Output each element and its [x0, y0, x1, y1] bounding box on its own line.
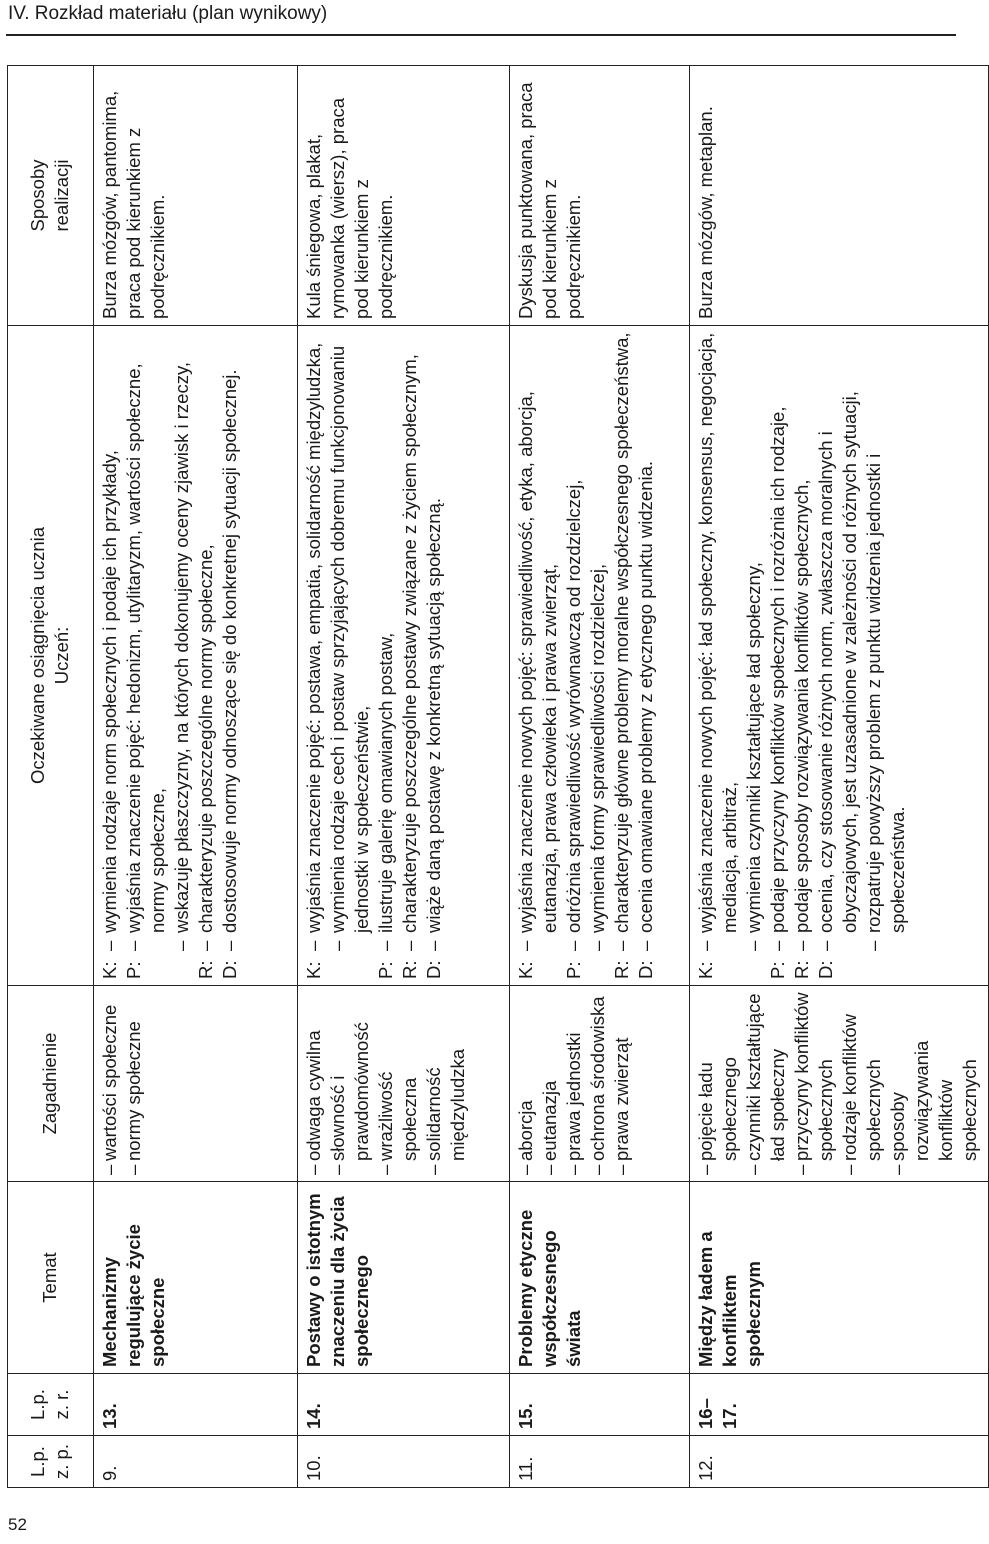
dash-bullet: – — [327, 940, 348, 951]
header-osiagniecia-line2: Uczeń: — [50, 626, 72, 685]
achievement-level-label: K: — [515, 961, 536, 979]
achievement-items — [610, 332, 634, 951]
cell-temat — [298, 1182, 510, 1374]
achievement-items — [122, 332, 194, 951]
header-sposoby-line1: Sposoby — [26, 159, 48, 232]
list-item-text: wyjaśnia znaczenie nowych pojęć: sprawiedliwość, etyka, aborcja, eutanazja, prawa człowieka i prawa zwierząt, — [515, 391, 560, 933]
list-item — [326, 332, 374, 951]
dash-bullet: – — [563, 1164, 584, 1175]
cell-zagadnienie — [690, 986, 989, 1182]
list-item-text: wartości społeczne — [99, 1004, 120, 1161]
cell-osiagniecia — [510, 326, 690, 986]
realization-methods: Burza mózgów, metaplan. — [695, 106, 716, 319]
list-item-text: prawa zwierząt — [611, 1037, 632, 1161]
dash-bullet: – — [423, 1164, 444, 1175]
achievement-level-label: R: — [399, 960, 420, 979]
table-row — [690, 66, 989, 1488]
dash-bullet: – — [423, 940, 444, 951]
list-item-text: dostosowuje normy odnoszące się do konkretnej sytuacji społecznej. — [219, 369, 240, 933]
achievement-level-label: P: — [767, 961, 788, 979]
list-item — [742, 332, 766, 951]
achievement-level-block — [766, 332, 790, 979]
list-item-text: odróżnia sprawiedliwość wyrównawczą od rozdzielczej, — [563, 479, 584, 933]
cell-zagadnienie — [298, 986, 510, 1182]
header-zagadnienie — [8, 986, 94, 1182]
achievement-items — [562, 332, 610, 951]
dash-bullet: – — [515, 1164, 536, 1175]
realization-methods: Burza mózgów, pantomima, praca pod kierunkiem z podręcznikiem. — [99, 90, 168, 319]
table-body — [94, 66, 989, 1488]
achievement-level-label: D: — [635, 960, 656, 979]
achievement-level-block — [562, 332, 610, 979]
cell-temat — [94, 1182, 298, 1374]
table-row — [510, 66, 690, 1488]
achievement-level-block — [694, 332, 766, 979]
list-item-text: charakteryzuje poszczególne normy społeczne, — [195, 544, 216, 933]
achievement-level-label: R: — [791, 960, 812, 979]
cell-sposoby — [690, 66, 989, 326]
achievement-level-label: R: — [195, 960, 216, 979]
dash-bullet: – — [635, 940, 656, 951]
list-item-text: prawa jednostki — [563, 1032, 584, 1161]
list-item — [562, 332, 586, 951]
list-item — [838, 992, 886, 1175]
table-row — [298, 66, 510, 1488]
list-item — [302, 332, 326, 951]
dash-bullet: – — [171, 940, 192, 951]
achievement-level-block — [514, 332, 562, 979]
dash-bullet: – — [99, 1164, 120, 1175]
list-item — [374, 992, 422, 1175]
list-item-text: rozpatruje powyższy problem z punktu widzenia jednostki i społeczeństwa. — [863, 453, 908, 933]
cell-osiagniecia — [298, 326, 510, 986]
dash-bullet: – — [399, 940, 420, 951]
dash-bullet: – — [219, 940, 240, 951]
list-item — [814, 332, 862, 951]
achievement-level-block — [194, 332, 218, 979]
dash-bullet: – — [887, 1164, 908, 1175]
header-lpzr-line2: z. r. — [50, 1389, 72, 1420]
cell-lpzr — [690, 1374, 989, 1436]
list-item — [514, 992, 538, 1175]
header-lpzr-line1: L.p. — [26, 1389, 48, 1420]
list-item-text: wrażliwość społeczna — [375, 1071, 420, 1161]
header-sposoby-line2: realizacji — [50, 159, 72, 232]
list-item — [122, 992, 146, 1175]
achievement-level-block — [98, 332, 122, 979]
achievement-level-label: D: — [815, 960, 836, 979]
dash-bullet: – — [767, 940, 788, 951]
list-item-text: sposoby rozwiązywania konfliktów społecznych — [887, 1040, 980, 1161]
achievement-items — [218, 332, 242, 951]
achievement-level-block — [422, 332, 446, 979]
achievement-items — [790, 332, 814, 951]
dash-bullet: – — [587, 1164, 608, 1175]
list-item-text: wiąże daną postawę z konkretną sytuacją społeczną. — [423, 497, 444, 933]
dash-bullet: – — [539, 1164, 560, 1175]
achievement-level-label: D: — [423, 960, 444, 979]
list-item — [586, 332, 610, 951]
achievement-level-block — [814, 332, 910, 979]
achievement-items — [514, 332, 562, 951]
dash-bullet: – — [839, 1164, 860, 1175]
list-item-text: słowność i prawdomówność — [327, 1022, 372, 1161]
list-item-text: ocenia, czy stosowanie różnych norm, zwłaszcza moralnych i obyczajowych, jest uzasadnione w zależności od różnych sytuacji, — [815, 391, 860, 933]
dash-bullet: – — [123, 1164, 144, 1175]
realization-methods: Kula śniegowa, plakat, rymowanka (wiersz), praca pod kierunkiem z podręcznikiem. — [303, 97, 396, 319]
dash-bullet: – — [515, 940, 536, 951]
list-item-text: solidarność międzyludzka — [423, 1048, 468, 1161]
achievement-items — [422, 332, 446, 951]
list-item — [326, 992, 374, 1175]
list-item — [218, 332, 242, 951]
achievement-items — [302, 332, 374, 951]
list-item — [538, 992, 562, 1175]
achievement-level-block — [302, 332, 374, 979]
list-item — [790, 332, 814, 951]
cell-lp — [94, 1436, 298, 1488]
dash-bullet: – — [695, 940, 716, 951]
cell-sposoby — [510, 66, 690, 326]
page-header-title: IV. Rozkład materiału (plan wynikowy) — [8, 3, 328, 24]
header-lp-line1: L.p. — [26, 1446, 48, 1477]
achievement-items — [766, 332, 790, 951]
list-item — [98, 992, 122, 1175]
topic-title: Postawy o istotnym znaczeniu dla życia społecznego — [303, 1193, 372, 1367]
list-item — [586, 992, 610, 1175]
list-item — [694, 992, 742, 1175]
list-item — [562, 992, 586, 1175]
list-item — [862, 332, 910, 951]
dash-bullet: – — [587, 940, 608, 951]
list-item — [742, 992, 790, 1175]
dash-bullet: – — [743, 1164, 764, 1175]
rotated-table-container — [7, 66, 980, 1488]
list-item — [886, 992, 982, 1175]
list-item — [610, 992, 634, 1175]
list-item-text: charakteryzuje poszczególne postawy związane z życiem społecznym, — [399, 354, 420, 933]
lesson-plan-table — [7, 65, 989, 1488]
dash-bullet: – — [375, 940, 396, 951]
page-number: 52 — [8, 1515, 27, 1534]
topic-title: Mechanizmy regulujące życie społeczne — [99, 1224, 168, 1367]
list-item — [194, 332, 218, 951]
dash-bullet: – — [123, 940, 144, 951]
lp-number: 9. — [99, 1465, 120, 1481]
lpzr-number: 15. — [515, 1403, 536, 1429]
list-item — [514, 332, 562, 951]
header-temat — [8, 1182, 94, 1374]
dash-bullet: – — [743, 940, 764, 951]
cell-lpzr — [298, 1374, 510, 1436]
list-item — [122, 332, 170, 951]
lpzr-number: 14. — [303, 1403, 324, 1429]
list-item-text: wyjaśnia znaczenie pojęć: postawa, empatia, solidarność międzyludzka, — [303, 342, 324, 933]
list-item — [170, 332, 194, 951]
achievement-level-label: K: — [303, 961, 324, 979]
dash-bullet: – — [195, 940, 216, 951]
realization-methods: Dyskusja punktowana, praca pod kierunkiem z podręcznikiem. — [515, 82, 584, 319]
lp-number: 12. — [695, 1455, 716, 1481]
achievement-level-block — [398, 332, 422, 979]
list-item — [610, 332, 634, 951]
list-item-text: przyczyny konfliktów społecznych — [791, 992, 836, 1161]
dash-bullet: – — [863, 940, 884, 951]
list-item-text: pojęcie ładu społecznego — [695, 1057, 740, 1161]
dash-bullet: – — [303, 1164, 324, 1175]
achievement-items — [634, 332, 658, 951]
list-item-text: ilustruje galerię omawianych postaw, — [375, 632, 396, 933]
header-lp-line2: z. p. — [50, 1444, 72, 1479]
achievement-level-label: P: — [123, 961, 144, 979]
cell-lp — [690, 1436, 989, 1488]
topic-title: Problemy etyczne współczesnego świata — [515, 1209, 584, 1367]
dash-bullet: – — [695, 1164, 716, 1175]
achievement-level-label: D: — [219, 960, 240, 979]
dash-bullet: – — [791, 940, 812, 951]
list-item-text: ochrona środowiska — [587, 996, 608, 1161]
list-item-text: wyjaśnia znaczenie pojęć: hedonizm, utylitaryzm, wartości społeczne, normy społeczne, — [123, 363, 168, 933]
lp-number: 11. — [515, 1456, 536, 1481]
achievement-items — [398, 332, 422, 951]
dash-bullet: – — [303, 940, 324, 951]
list-item-text: wymienia rodzaje cech i postaw sprzyjających dobremu funkcjonowaniu jednostki w społeczeństwie, — [327, 345, 372, 933]
cell-lpzr — [510, 1374, 690, 1436]
list-item — [398, 332, 422, 951]
cell-zagadnienie — [94, 986, 298, 1182]
achievement-level-block — [374, 332, 398, 979]
dash-bullet: – — [327, 1164, 348, 1175]
table-row — [94, 66, 298, 1488]
achievement-level-block — [218, 332, 242, 979]
list-item-text: odwaga cywilna — [303, 1030, 324, 1161]
lp-number: 10. — [303, 1455, 324, 1481]
list-item-text: podaje sposoby rozwiązywania konfliktów społecznych, — [791, 479, 812, 933]
achievement-items — [194, 332, 218, 951]
list-item — [422, 332, 446, 951]
cell-temat — [510, 1182, 690, 1374]
achievement-level-label: K: — [99, 961, 120, 979]
dash-bullet: – — [99, 940, 120, 951]
lpzr-number: 16–17. — [695, 1398, 740, 1429]
list-item-text: czynniki kształtujące ład społeczny — [743, 993, 788, 1161]
list-item-text: wskazuje płaszczyzny, na których dokonujemy oceny zjawisk i rzeczy, — [171, 362, 192, 933]
lpzr-number: 13. — [99, 1403, 120, 1429]
table-header-row — [8, 66, 94, 1488]
dash-bullet: – — [611, 940, 632, 951]
cell-temat — [690, 1182, 989, 1374]
page-header — [6, 0, 956, 36]
list-item — [374, 332, 398, 951]
list-item-text: ocenia omawiane problemy z etycznego punktu widzenia. — [635, 460, 656, 933]
dash-bullet: – — [791, 1164, 812, 1175]
list-item-text: podaje przyczyny konfliktów społecznych i rozróżnia ich rodzaje, — [767, 406, 788, 933]
achievement-items — [98, 332, 122, 951]
header-sposoby — [8, 66, 94, 326]
header-lp — [8, 1436, 94, 1488]
cell-osiagniecia — [690, 326, 989, 986]
header-lpzr — [8, 1374, 94, 1436]
achievement-level-label: R: — [611, 960, 632, 979]
dash-bullet: – — [815, 940, 836, 951]
list-item — [790, 992, 838, 1175]
cell-sposoby — [94, 66, 298, 326]
list-item — [634, 332, 658, 951]
list-item-text: charakteryzuje główne problemy moralne współczesnego społeczeństwa, — [611, 332, 632, 933]
dash-bullet: – — [563, 940, 584, 951]
header-osiagniecia-line1: Oczekiwane osiągnięcia ucznia — [26, 526, 48, 785]
achievement-items — [694, 332, 766, 951]
achievement-level-label: K: — [695, 961, 716, 979]
list-item-text: wymienia czynniki kształtujące ład społeczny, — [743, 562, 764, 933]
dash-bullet: – — [611, 1164, 632, 1175]
list-item — [766, 332, 790, 951]
cell-lp — [510, 1436, 690, 1488]
list-item — [302, 992, 326, 1175]
cell-sposoby — [298, 66, 510, 326]
cell-lpzr — [94, 1374, 298, 1436]
list-item-text: aborcja — [515, 1100, 536, 1161]
list-item-text: wymienia formy sprawiedliwości rozdzielczej, — [587, 563, 608, 933]
list-item — [694, 332, 742, 951]
achievement-level-label: P: — [563, 961, 584, 979]
achievement-level-block — [122, 332, 194, 979]
list-item-text: eutanazja — [539, 1080, 560, 1161]
cell-osiagniecia — [94, 326, 298, 986]
list-item — [98, 332, 122, 951]
topic-title: Między ładem a konfliktem społecznym — [695, 1231, 764, 1367]
list-item-text: wyjaśnia znaczenie nowych pojęć: ład społeczny, konsensus, negocjacja, mediacja, arbitraż, — [695, 332, 740, 933]
list-item-text: normy społeczne — [123, 1021, 144, 1161]
achievement-level-label: P: — [375, 961, 396, 979]
achievement-items — [374, 332, 398, 951]
achievement-level-block — [610, 332, 634, 979]
header-zagadnienie-label: Zagadnienie — [38, 1032, 60, 1135]
achievement-items — [814, 332, 910, 951]
achievement-level-block — [634, 332, 658, 979]
dash-bullet: – — [375, 1164, 396, 1175]
header-temat-label: Temat — [38, 1252, 60, 1303]
achievement-level-block — [790, 332, 814, 979]
cell-lp — [298, 1436, 510, 1488]
list-item-text: rodzaje konfliktów społecznych — [839, 1013, 884, 1161]
header-osiagniecia — [8, 326, 94, 986]
list-item — [422, 992, 470, 1175]
list-item-text: wymienia rodzaje norm społecznych i podaje ich przykłady, — [99, 450, 120, 933]
cell-zagadnienie — [510, 986, 690, 1182]
